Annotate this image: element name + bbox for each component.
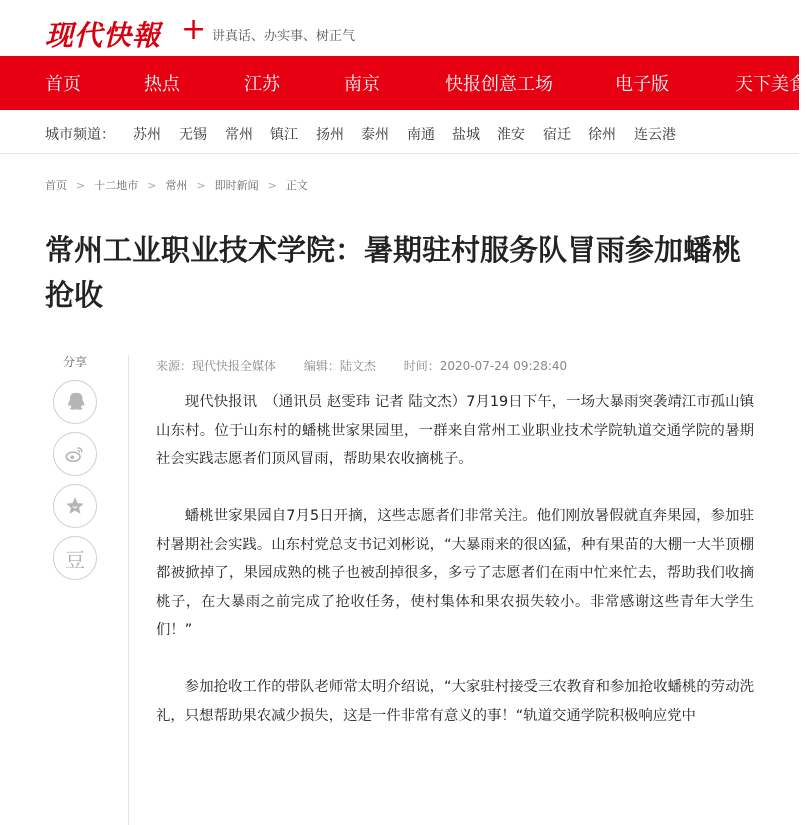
breadcrumb-home[interactable]: 首页 <box>45 179 67 192</box>
city-item-huaian[interactable]: 淮安 <box>497 127 525 143</box>
weibo-icon <box>64 443 86 465</box>
city-channel-label: 城市频道： <box>45 127 115 143</box>
share-weibo-button[interactable] <box>53 432 97 476</box>
city-item-wuxi[interactable]: 无锡 <box>179 127 207 143</box>
nav-item-creative[interactable]: 快报创意工场 <box>445 74 553 95</box>
article-body <box>156 388 754 759</box>
douban-icon: 豆 <box>65 547 85 572</box>
site-logo[interactable]: 现代快報 <box>45 19 162 52</box>
share-qq-button[interactable] <box>53 380 97 424</box>
article-paragraph: 蟠桃世家果园自7月5日开摘，这些志愿者们非常关注。他们刚放暑假就直奔果园，参加驻村暑期社会实践。山东村党总支书记刘彬说，“大暴雨来的很凶猛，种有果苗的大棚一大半顶棚都被掀掉了，果园成熟的桃子也被刮掉很多，多亏了志愿者们在雨中忙来忙去，帮助我们收摘桃子，在大暴雨之前完成了抢收任务，使村集体和果农损失较小。非常感谢这些青年大学生们！” <box>156 508 754 638</box>
nav-item-nanjing[interactable]: 南京 <box>344 74 380 95</box>
article-source: 来源：现代快报全媒体 <box>156 359 277 373</box>
city-channel-bar <box>0 110 799 154</box>
article-paragraph: 参加抢收工作的带队老师常太明介绍说，“大家驻村接受三农教育和参加抢收蟠桃的劳动洗礼，只想帮助果农减少损失，这是一件非常有意义的事！“轨道交通学院积极响应党中 <box>156 679 754 724</box>
city-item-yancheng[interactable]: 盐城 <box>452 127 480 143</box>
article-title: 常州工业职业技术学院：暑期驻村服务队冒雨参加蟠桃抢收 <box>45 233 742 312</box>
breadcrumb-changzhou[interactable]: 常州 <box>165 179 188 192</box>
city-item-xuzhou[interactable]: 徐州 <box>588 127 616 143</box>
breadcrumb-separator: > <box>76 179 86 192</box>
breadcrumb-separator: > <box>196 179 206 192</box>
breadcrumb-separator: > <box>267 179 277 192</box>
share-douban-button[interactable] <box>53 536 97 580</box>
city-item-changzhou[interactable]: 常州 <box>225 127 253 143</box>
article-paragraph: 现代快报讯 （通讯员 赵雯玮 记者 陆文杰）7月19日下午，一场大暴雨突袭靖江市孤山镇山东村。位于山东村的蟠桃世家果园里，一群来自常州工业职业技术学院轨道交通学院的暑期社会实践志愿者们顶风冒雨，帮助果农收摘桃子。 <box>156 394 754 467</box>
breadcrumb-cities[interactable]: 十二地市 <box>94 179 139 192</box>
main-nav <box>0 56 807 110</box>
site-header <box>0 0 799 56</box>
nav-item-hot[interactable]: 热点 <box>144 74 180 95</box>
breadcrumb-current: 正文 <box>285 179 308 192</box>
nav-item-epaper[interactable]: 电子版 <box>615 74 669 95</box>
logo-plus-icon[interactable]: + <box>181 12 207 47</box>
city-item-suzhou[interactable]: 苏州 <box>133 127 161 143</box>
favorite-icon <box>64 495 86 517</box>
city-item-zhenjiang[interactable]: 镇江 <box>270 127 298 143</box>
city-item-lianyungang[interactable]: 连云港 <box>634 127 676 143</box>
nav-item-home[interactable]: 首页 <box>45 74 81 95</box>
qq-icon <box>64 391 86 413</box>
city-item-taizhou[interactable]: 泰州 <box>361 127 389 143</box>
city-item-suqian[interactable]: 宿迁 <box>543 127 571 143</box>
share-panel <box>50 353 100 588</box>
breadcrumb <box>45 177 308 193</box>
article-editor: 编辑：陆文杰 <box>303 359 376 373</box>
nav-item-jiangsu[interactable]: 江苏 <box>244 74 280 95</box>
article-time: 时间：2020-07-24 09:28:40 <box>403 359 568 373</box>
article-meta <box>156 357 591 374</box>
share-favorite-button[interactable] <box>53 484 97 528</box>
share-divider <box>128 355 129 825</box>
site-slogan: 讲真话、办实事、树正气 <box>212 29 356 44</box>
city-item-nantong[interactable]: 南通 <box>407 127 435 143</box>
nav-item-food[interactable]: 天下美食 <box>735 74 807 95</box>
breadcrumb-instant-news[interactable]: 即时新闻 <box>214 179 259 192</box>
share-label: 分享 <box>62 355 87 369</box>
city-item-yangzhou[interactable]: 扬州 <box>316 127 344 143</box>
breadcrumb-separator: > <box>147 179 157 192</box>
